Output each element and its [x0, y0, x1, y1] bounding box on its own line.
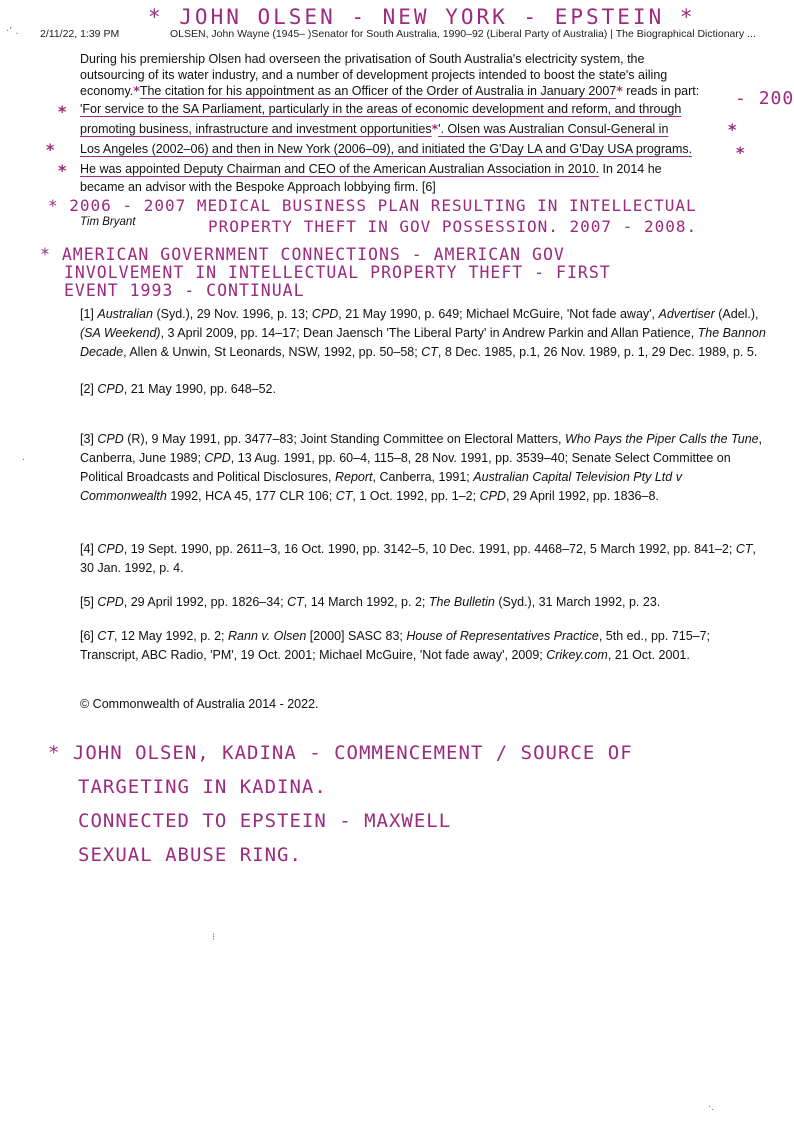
reference-text: Report — [334, 470, 373, 484]
scan-speck: ⁝ — [212, 932, 216, 943]
reference-text: CT — [421, 345, 438, 359]
reference-text: CPD — [97, 382, 124, 396]
reference-text: CPD — [479, 489, 506, 503]
reference-text: Australian — [97, 307, 153, 321]
reference-text: , 29 April 1992, pp. 1836–8. — [505, 489, 659, 503]
reference-text: CPD — [97, 595, 124, 609]
article-line-7: He was appointed Deputy Chairman and CEO of the American Australian Association in 2010. In 2014 he — [80, 162, 662, 176]
handwritten-note-2: * AMERICAN GOVERNMENT CONNECTIONS - AMERICAN GOV INVOLVEMENT IN INTELLECTUAL PROPERTY THEFT - FIRST EVENT 1993 - CONTINUAL — [40, 245, 611, 300]
handwritten-bottom-note: * JOHN OLSEN, KADINA - COMMENCEMENT / SOURCE OF TARGETING IN KADINA. CONNECTED TO EPSTEIN - MAXWELL SEXUAL ABUSE RING. — [48, 742, 633, 866]
reference-text: , 1 Oct. 1992, pp. 1–2; — [352, 489, 480, 503]
reference-text: CT — [335, 489, 353, 503]
reference-text: The Bulletin — [428, 595, 495, 609]
reference-6 — [80, 627, 770, 665]
reference-text: , 14 March 1992, p. 2; — [303, 595, 429, 609]
article-line-1: During his premiership Olsen had overseen the privatisation of South Australia's electricity system, the — [80, 52, 645, 66]
reference-text: , 12 May 1992, p. 2; — [114, 629, 229, 643]
reference-text: The Bannon Decade — [80, 326, 766, 359]
reference-text: CPD — [311, 307, 339, 321]
underlined-citation: The citation for his appointment as an Officer of the Order of Australia in January 2007 — [139, 84, 617, 98]
reference-text: [6] — [80, 629, 98, 643]
reference-text: Australian Capital Television Pty Ltd v Commonwealth — [80, 470, 682, 503]
article-line-4: 'For service to the SA Parliament, particularly in the areas of economic development and reform, and through — [80, 102, 682, 116]
reference-text: , Canberra, June 1989; — [80, 432, 763, 465]
reference-text: [2] — [80, 382, 98, 396]
reference-text: CT — [287, 595, 304, 609]
margin-star-4: * — [736, 143, 745, 162]
reference-text: [3] — [80, 432, 98, 446]
reference-4 — [80, 540, 770, 578]
reference-text: , 21 Oct. 2001. — [607, 648, 690, 662]
reference-text: (SA Weekend) — [80, 326, 161, 340]
reference-text: CT — [97, 629, 115, 643]
reference-text: Who Pays the Piper Calls the Tune — [564, 432, 759, 446]
article-line-5: promoting business, infrastructure and investment opportunities*'. Olsen was Australian Consul-General in — [80, 121, 669, 136]
scan-speck: · — [22, 455, 26, 466]
reference-text: , Canberra, 1991; — [372, 470, 474, 484]
reference-text: , 3 April 2009, pp. 14–17; Dean Jaensch 'The Liberal Party' in Andrew Parkin and Allan Patience, — [160, 326, 698, 340]
handwritten-note-1: * 2006 - 2007 MEDICAL BUSINESS PLAN RESULTING IN INTELLECTUAL PROPERTY THEFT IN GOV POSSESSION. 2007 - 2008. — [48, 196, 698, 236]
reference-text: CPD — [97, 542, 124, 556]
handwritten-title: * JOHN OLSEN - NEW YORK - EPSTEIN * — [148, 5, 696, 29]
reference-text: , 19 Sept. 1990, pp. 2611–3, 16 Oct. 1990, pp. 3142–5, 10 Dec. 1991, pp. 4468–72, 5 March 1992, pp. 841–2; — [123, 542, 736, 556]
reference-text: Advertiser — [658, 307, 715, 321]
article-line-6: Los Angeles (2002–06) and then in New York (2006–09), and initiated the G'Day LA and G'Day USA programs. — [80, 142, 693, 156]
reference-text: , Allen & Unwin, St Leonards, NSW, 1992, pp. 50–58; — [123, 345, 422, 359]
reference-text: CPD — [97, 432, 124, 446]
reference-2 — [80, 380, 770, 399]
reference-text: (Syd.), 29 Nov. 1996, p. 13; — [152, 307, 312, 321]
reference-text: , 13 Aug. 1991, pp. 60–4, 115–8, 28 Nov. 1991, pp. 3539–40; Senate Select Committee on Political Broadcasts and Political Disclosures, — [80, 451, 731, 484]
reference-1 — [80, 305, 770, 362]
reference-5 — [80, 593, 770, 612]
margin-star-1: * — [58, 102, 67, 121]
reference-text: (Syd.), 31 March 1992, p. 23. — [494, 595, 661, 609]
reference-text: Crikey.com — [546, 648, 608, 662]
print-page-title: OLSEN, John Wayne (1945– )Senator for South Australia, 1990–92 (Liberal Party of Australia) | The Biographical Dictionary ... — [170, 28, 756, 40]
reference-text: CT — [735, 542, 753, 556]
reference-text: [4] — [80, 542, 98, 556]
reference-text: (Adel.), — [714, 307, 759, 321]
reference-text: House of Representatives Practice — [406, 629, 599, 643]
reference-text: [5] — [80, 595, 98, 609]
reference-text: Rann v. Olsen — [228, 629, 307, 643]
handwritten-margin-200: - 200 — [735, 88, 794, 109]
article-author: Tim Bryant — [80, 216, 136, 228]
scan-speck: ·. — [708, 1102, 715, 1113]
reference-text: , 21 May 1990, p. 649; Michael McGuire, 'Not fade away', — [338, 307, 659, 321]
margin-star-3: * — [46, 140, 55, 159]
reference-text: 1992, HCA 45, 177 CLR 106; — [166, 489, 336, 503]
article-line-3: economy.*The citation for his appointment as an Officer of the Order of Australia in January 2007* reads in part: — [80, 83, 700, 98]
reference-text: [2000] SASC 83; — [306, 629, 407, 643]
margin-star-2: * — [728, 120, 737, 139]
reference-text: , 29 April 1992, pp. 1826–34; — [123, 595, 288, 609]
reference-text: , 30 Jan. 1992, p. 4. — [80, 542, 756, 575]
reference-3 — [80, 430, 770, 506]
reference-text: CPD — [204, 451, 231, 465]
reference-text: [1] — [80, 307, 98, 321]
margin-star-5: * — [58, 161, 67, 180]
reference-text: , 8 Dec. 1985, p.1, 26 Nov. 1989, p. 1, 29 Dec. 1989, p. 5. — [437, 345, 758, 359]
reference-text: (R), 9 May 1991, pp. 3477–83; Joint Standing Committee on Electoral Matters, — [123, 432, 565, 446]
article-line-8: became an advisor with the Bespoke Approach lobbying firm. [6] — [80, 180, 436, 194]
copyright-notice: © Commonwealth of Australia 2014 - 2022. — [80, 697, 319, 711]
reference-text: , 5th ed., pp. 715–7; Transcript, ABC Radio, 'PM', 19 Oct. 2001; Michael McGuire, 'Not fade away', 2009; — [80, 629, 711, 662]
article-line-2: outsourcing of its water industry, and a number of development projects intended to boost the state's ailing — [80, 68, 668, 82]
scan-speck: ·ʼ . — [6, 26, 19, 37]
reference-text: , 21 May 1990, pp. 648–52. — [123, 382, 276, 396]
print-datetime: 2/11/22, 1:39 PM — [40, 28, 120, 40]
